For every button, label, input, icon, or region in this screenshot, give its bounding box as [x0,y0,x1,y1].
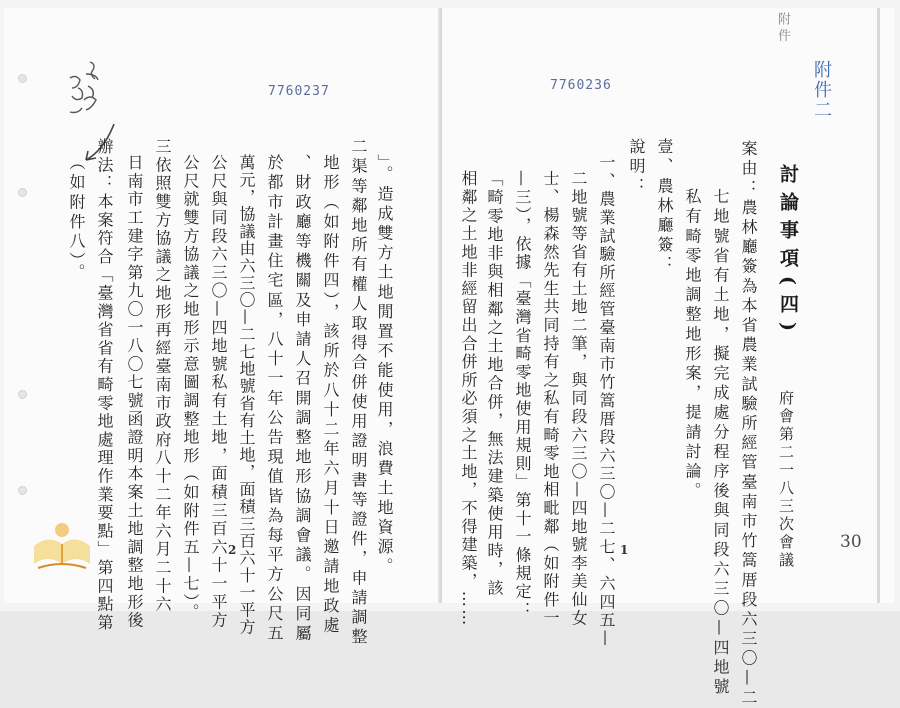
faded-corner-mark: 附件 [775,12,790,46]
punch-hole [18,486,27,495]
page-left [4,8,443,648]
text-column: 萬元，協議由六三〇—二七地號省有土地，面積三百六十一平方 [237,154,256,636]
text-column: 」。造成雙方土地閒置不能使用，浪費土地資源。 [375,154,394,578]
handwriting-glyphs [66,56,106,126]
text-column: （如附件八）。 [67,154,86,284]
page-edge-shadow [877,8,880,603]
case-column: 七地號省有土地，擬完成處分程序後與同段六三〇—四地號 [711,188,730,698]
text-column: 地形（如附件四），該所於八十二年六月十日邀請地政處 [321,154,340,636]
library-watermark-logo [28,516,98,576]
text-column: 三依照雙方協議之地形再經臺南市政府八十二年六月二十六 [153,138,172,614]
sheet-number: 30 [840,532,862,552]
text-column: 公尺與同段六三〇—四地號私有土地，面積三百六十一平方 [209,154,228,630]
document-stamp-number: 7760236 [550,78,612,93]
item-column: 二地號等省有土地二筆，與同段六三〇—四地號李美仙女 [569,170,588,628]
punch-hole [18,188,27,197]
item-column: 一、農業試驗所經管臺南市竹篙厝段六三〇—二七、六四五— [597,154,616,649]
page-number: 1 [620,543,629,557]
explanation-heading: 說明： [627,138,646,197]
case-column: 案由：農林廳簽為本省農業試驗所經管臺南市竹篙厝段六三〇—二 [739,140,758,708]
document-stamp-number: 7760237 [268,84,330,99]
item-column: 士、楊森然先生共同持有之私有畸零地相毗鄰（如附件一 [541,170,560,628]
handwritten-approval-note [66,56,106,126]
punch-hole [18,74,27,83]
method-column: 辦法：本案符合「臺灣省省有畸零地處理作業要點」第四點第 [95,138,114,633]
text-column: 於都市計畫住宅區，八十一年公告現值皆為每平方公尺五 [265,154,284,644]
handwritten-attachment-note: 附件二 [811,60,832,120]
document-title: 討論事項(四) [777,164,799,340]
case-column: 私有畸零地調整地形案，提請討論。 [683,188,702,502]
text-column: 、財政廳等機關及申請人召開調整地形協調會議。因同屬 [293,154,312,644]
text-column: 日南市工建字第九〇一八〇七號函證明本案土地調整地形後 [125,154,144,630]
text-column: 二渠等鄰地所有權人取得合併使用證明書等證件，申請調整 [349,138,368,648]
page-right [442,8,894,708]
item-column: 相鄰之土地非經留出合併所必須之土地，不得建築，…… [459,170,478,628]
punch-hole [18,390,27,399]
text-column: 公尺就雙方協議之地形示意圖調整地形（如附件五—七）。 [181,154,200,622]
meeting-reference: 府會第二一八三次會議 [777,390,795,570]
page-number: 2 [228,543,237,557]
section-heading: 壹、農林廳簽： [655,138,674,276]
item-column: 「畸零地非與相鄰之土地合併，無法建築使用時，該 [485,170,504,598]
item-column: —三），依據「臺灣省畸零地使用規則」第十一條規定： [513,170,532,620]
